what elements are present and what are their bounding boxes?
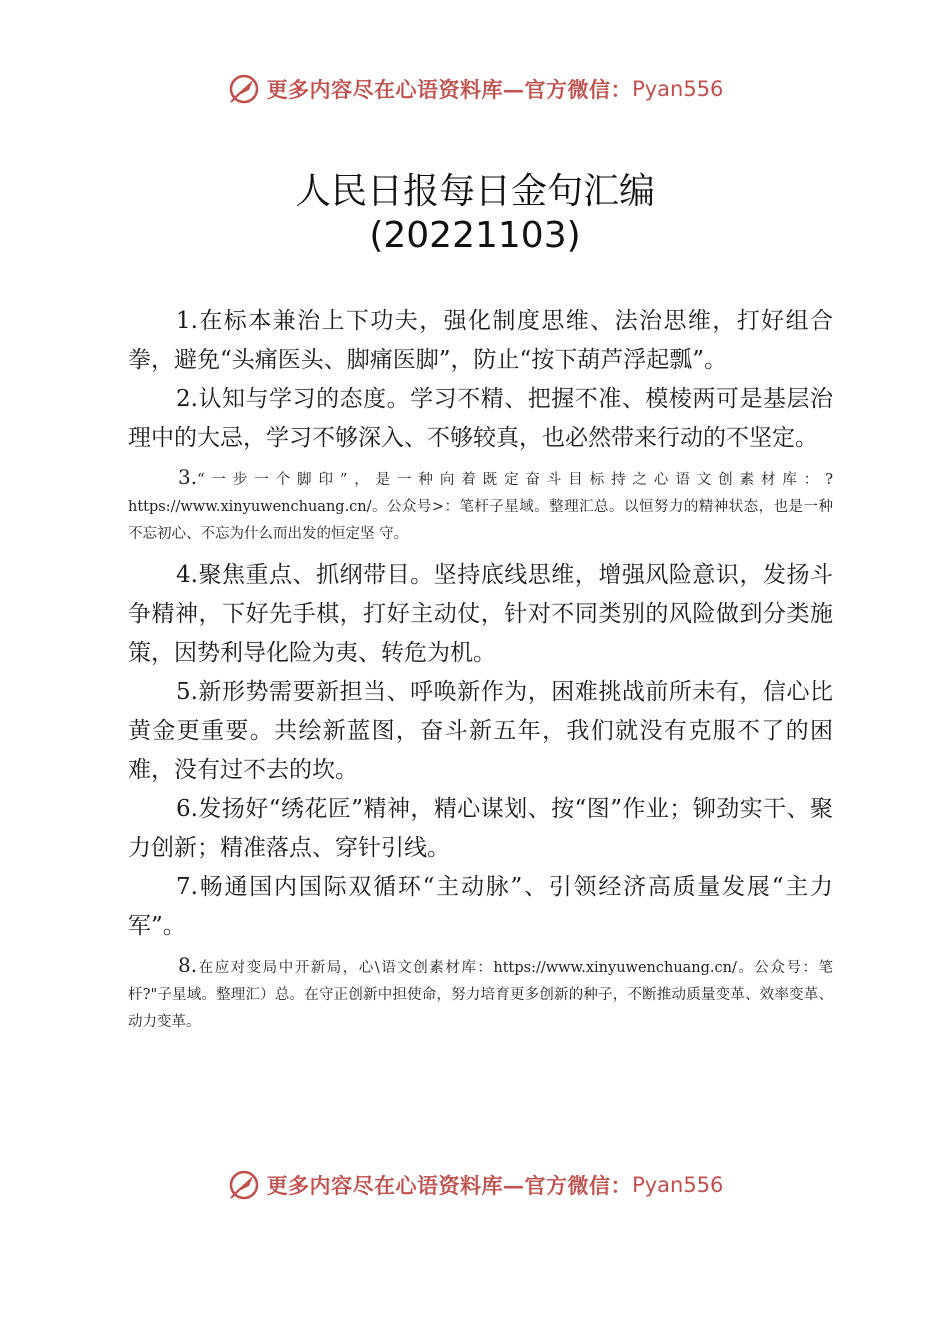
list-item: [128, 556, 833, 673]
item-number: 7.: [176, 874, 198, 900]
title-line-1: 人民日报每日金句汇编: [294, 171, 655, 212]
item-text: 在标本兼治上下功夫，强化制度思维、法治思维，打好组合拳，避免“头痛医头、脚痛医脚”，防止“按下葫芦浮起瓢”。: [128, 308, 833, 373]
banner-text: 更多内容尽在心语资料库—官方微信：: [266, 77, 633, 102]
header-banner: [0, 72, 950, 106]
quill-logo-icon: [227, 72, 261, 106]
list-item: [128, 464, 833, 548]
footer-banner: [0, 1168, 950, 1202]
item-text: 认知与学习的态度。学习不精、把握不准、模棱两可是基层治理中的大忌，学习不够深入、不够较真，也必然带来行动的不坚定。: [128, 386, 833, 451]
item-number: 5.: [176, 679, 198, 705]
quote-list: [128, 302, 833, 1044]
list-item: [128, 868, 833, 946]
item-text: 聚焦重点、抓纲带目。坚持底线思维，增强风险意识，发扬斗争精神，下好先手棋，打好主动仗，针对不同类别的风险做到分类施策，因势利导化险为夷、转危为机。: [128, 562, 833, 666]
page-title: [0, 170, 950, 258]
title-line-2: (20221103): [369, 215, 581, 256]
list-item: [128, 790, 833, 868]
list-item: [128, 302, 833, 380]
item-number: 6.: [176, 796, 198, 822]
list-item: [128, 380, 833, 458]
item-number: 4.: [176, 562, 198, 588]
item-number: 3.: [178, 465, 198, 489]
quill-logo-icon: [227, 1168, 261, 1202]
item-text: 畅通国内国际双循环“主动脉”、引领经济高质量发展“主力军”。: [128, 874, 833, 939]
list-item: [128, 673, 833, 790]
item-number: 1.: [176, 308, 198, 334]
item-text: 在应对变局中开新局，心\语文创素材库：https://www.xinyuwenchuang.cn/。公众号：笔杆?"子星域。整理汇）总。在守正创新中担使命，努力培育更多创新的种子，不断推动质量变革、效率变革、动力变革。: [128, 960, 833, 1030]
banner-text: 更多内容尽在心语资料库—官方微信：: [266, 1173, 633, 1198]
list-item: [128, 952, 833, 1036]
banner-wechat-id: Pyan556: [632, 77, 724, 101]
item-text: 发扬好“绣花匠”精神，精心谋划、按“图”作业；铆劲实干、聚力创新；精准落点、穿针引线。: [128, 796, 833, 861]
item-number: 8.: [178, 953, 198, 977]
item-text: 新形势需要新担当、呼唤新作为，困难挑战前所未有，信心比黄金更重要。共绘新蓝图，奋斗新五年，我们就没有克服不了的困难，没有过不去的坎。: [128, 679, 833, 783]
item-text: “一步一个脚印”，是一种向着既定奋斗目标持之心语文创素材库：?https://www.xinyuwenchuang.cn/。公众号>：笔杆子星域。整理汇总。以恒努力的精神状态，也是一种不忘初心、不忘为什么而出发的恒定坚 守。: [128, 472, 833, 542]
banner-wechat-id: Pyan556: [632, 1173, 724, 1197]
item-number: 2.: [176, 386, 198, 412]
